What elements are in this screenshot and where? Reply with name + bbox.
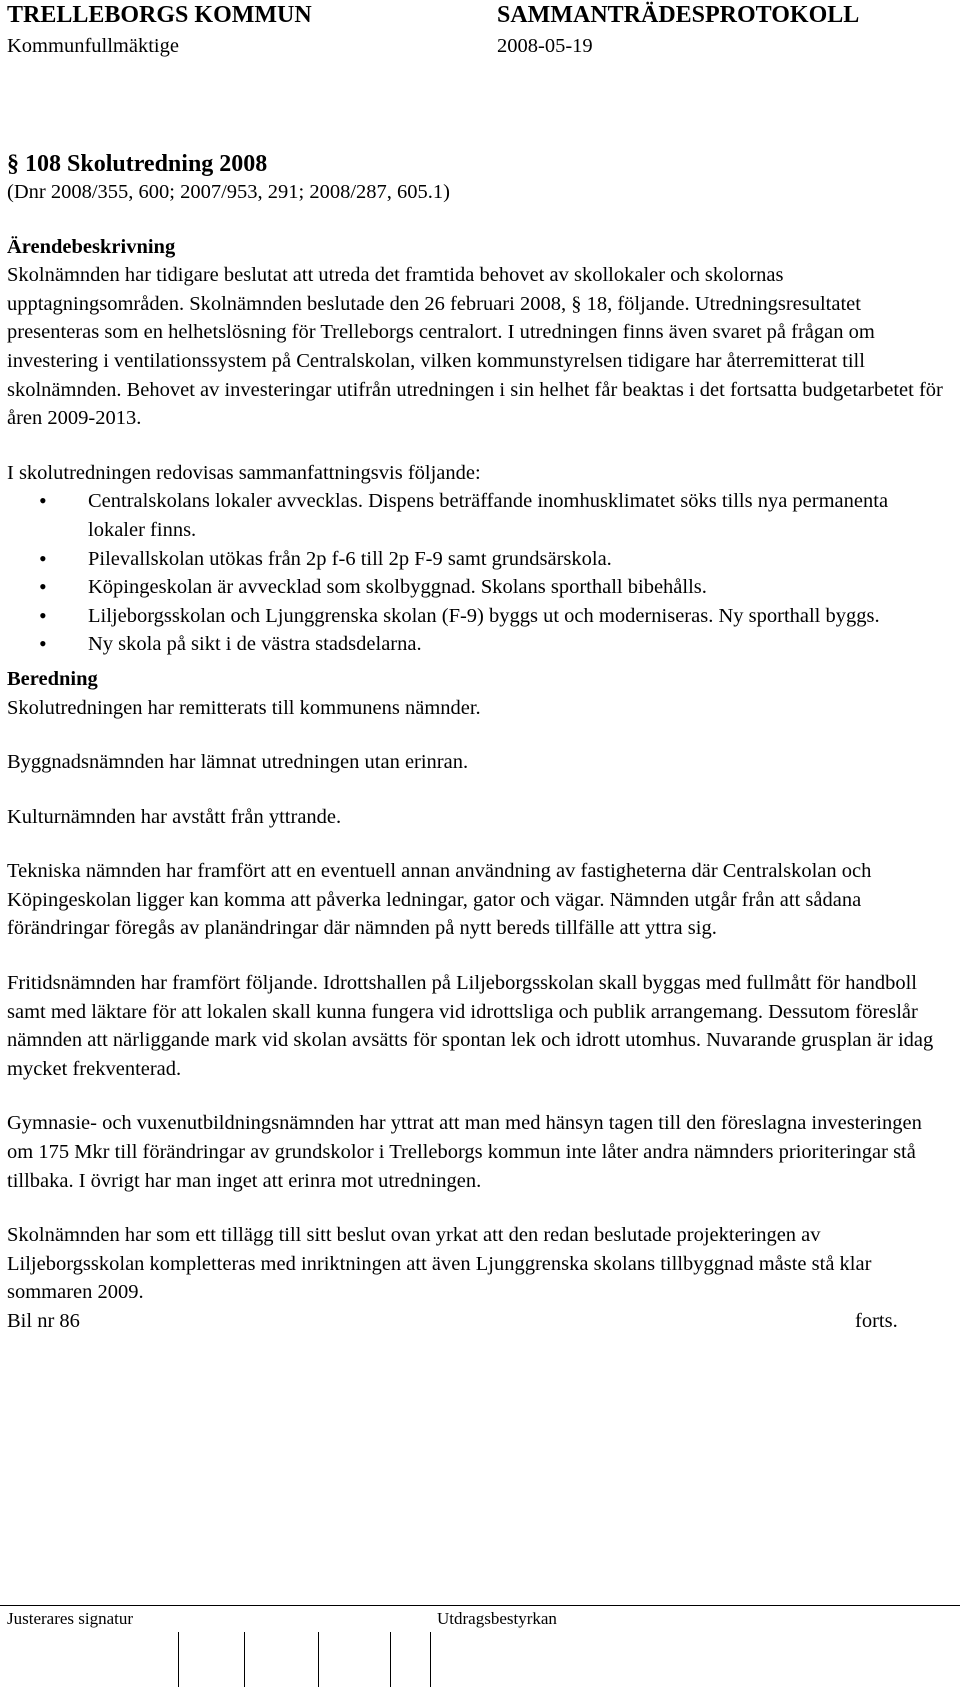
- footer-certification-label: Utdragsbestyrkan: [437, 1609, 557, 1628]
- document-body: [7, 150, 947, 1336]
- beredning-paragraph: Fritidsnämnden har framfört följande. Idrottshallen på Liljeborgsskolan skall byggas med fullmått för handboll samt med läktare för att lokalen skall kunna fungera vid idrottsliga och publik arrangemang. Dessutom föreslår nämnden att närliggande mark vid skolan avsätts för spontan lek och idrott utomhus. Nuvarande grusplan är idag mycket frekventerad.: [7, 972, 934, 1080]
- signature-box-divider: [244, 1632, 245, 1687]
- item-title: § 108 Skolutredning 2008: [7, 151, 268, 177]
- attachment-line: [7, 1307, 947, 1336]
- beredning-paragraph: Byggnadsnämnden har lämnat utredningen utan erinran.: [7, 751, 469, 774]
- attachment-reference: Bil nr 86: [7, 1310, 80, 1332]
- list-item: • Pilevallskolan utökas från 2p f-6 till 2p F-9 samt grundsärskola.: [7, 545, 947, 574]
- list-item: • Liljeborgsskolan och Ljunggrenska skolan (F-9) byggs ut och moderniseras. Ny sporthall byggs.: [7, 602, 947, 631]
- signature-box-divider: [390, 1632, 391, 1687]
- list-item: • Centralskolans lokaler avvecklas. Dispens beträffande inomhusklimatet söks tills nya permanenta lokaler finns.: [7, 487, 947, 544]
- signature-box-divider: [430, 1632, 431, 1687]
- beredning-paragraph: Skolutredningen har remitterats till kommunens nämnder.: [7, 696, 481, 719]
- beredning-paragraph: Skolnämnden har som ett tillägg till sitt beslut ovan yrkat att den redan beslutade projekteringen av Liljeborgsskolan kompletteras med inriktningen att även Ljunggrenska skolans tillbyggnad måste stå klar sommaren 2009.: [7, 1224, 872, 1304]
- item-dnr: (Dnr 2008/355, 600; 2007/953, 291; 2008/287, 605.1): [7, 181, 451, 203]
- continued-marker: forts.: [855, 1310, 898, 1332]
- signature-box-divider: [318, 1632, 319, 1687]
- assembly-name: Kommunfullmäktige: [7, 35, 179, 57]
- footer-signature-label: Justerares signatur: [7, 1609, 134, 1628]
- summary-list: [7, 487, 947, 659]
- section-heading-arendebeskrivning: Ärendebeskrivning: [7, 235, 176, 258]
- list-item: • Ny skola på sikt i de västra stadsdelarna.: [7, 630, 947, 659]
- org-name: TRELLEBORGS KOMMUN: [7, 2, 312, 28]
- footer-divider: [0, 1605, 960, 1606]
- signature-box-divider: [178, 1632, 179, 1687]
- description-paragraph: Skolnämnden har tidigare beslutat att utreda det framtida behovet av skollokaler och skolornas upptagningsområden. Skolnämnden beslutade den 26 februari 2008, § 18, följande. Utredningsresultatet presenteras som en helhetslösning för Trelleborgs centralort. I utredningen finns även svaret på frågan om investering i ventilationssystem på Centralskolan, vilken kommunstyrelsen tidigare har återremitterat till skolnämnden. Behovet av investeringar utifrån utredningen i sin helhet får beaktas i det fortsatta budgetarbetet för åren 2009-2013.: [7, 264, 943, 430]
- beredning-paragraph: Kulturnämnden har avstått från yttrande.: [7, 805, 342, 828]
- section-heading-beredning: Beredning: [7, 667, 98, 690]
- document-type: SAMMANTRÄDESPROTOKOLL: [497, 2, 860, 28]
- meeting-date: 2008-05-19: [497, 35, 593, 57]
- summary-intro: I skolutredningen redovisas sammanfattningsvis följande:: [7, 461, 481, 484]
- beredning-paragraph: Tekniska nämnden har framfört att en eventuell annan användning av fastigheterna där Centralskolan och Köpingeskolan ligger kan komma att påverka ledningar, gator och vägar. Nämnden utgår från att sådana förändringar föregås av planändringar där nämnden på nytt bereds tillfälle att yttra sig.: [7, 860, 872, 940]
- list-item: • Köpingeskolan är avvecklad som skolbyggnad. Skolans sporthall bibehålls.: [7, 573, 947, 602]
- beredning-paragraph: Gymnasie- och vuxenutbildningsnämnden har yttrat att man med hänsyn tagen till den föreslagna investeringen om 175 Mkr till förändringar av grundskolor i Trelleborgs kommun inte låter andra nämnders prioriteringar stå tillbaka. I övrigt har man inget att erinra mot utredningen.: [7, 1112, 922, 1192]
